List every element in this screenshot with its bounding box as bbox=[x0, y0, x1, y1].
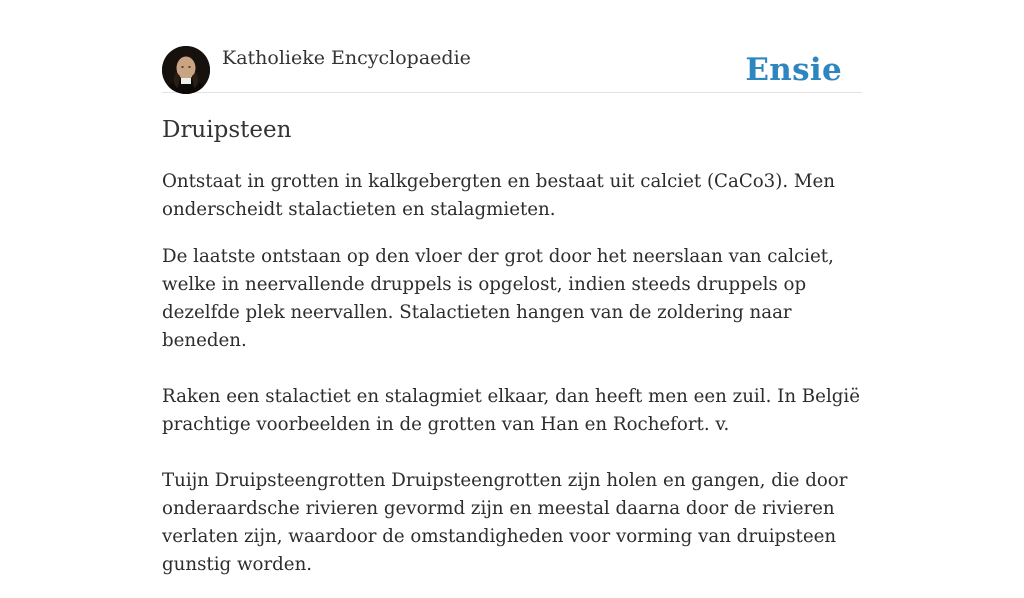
article-paragraph: De laatste ontstaan op den vloer der grot door het neerslaan van calciet, welke in neervallende druppels is opgelost, indien steeds druppels op dezelfde plek neervallen. Stalactieten hangen van de zoldering naar beneden. Raken een stalactiet en stalagmiet elkaar, dan heeft men een zuil. In België prachtige voorbeelden in de grotten van Han en Rochefort. v. Tuijn Druipsteengrotten Druipsteengrotten zijn holen en gangen, die door onderaardsche rivieren gevormd zijn en meestal daarna door de rivieren verlaten zijn, waardoor de omstandigheden voor vorming van druipsteen gunstig worden. bbox=[162, 246, 860, 575]
source-name[interactable]: Katholieke Encyclopaedie bbox=[222, 47, 471, 69]
article-body bbox=[162, 168, 862, 598]
brand-logo[interactable]: Ensie bbox=[745, 52, 842, 88]
article-title: Druipsteen bbox=[162, 117, 292, 143]
portrait-avatar-icon[interactable] bbox=[162, 46, 210, 94]
article-paragraph: Ontstaat in grotten in kalkgebergten en bestaat uit calciet (CaCo3). Men onderscheidt stalactieten en stalagmieten. bbox=[162, 171, 836, 220]
header bbox=[162, 46, 862, 93]
page bbox=[162, 0, 862, 575]
